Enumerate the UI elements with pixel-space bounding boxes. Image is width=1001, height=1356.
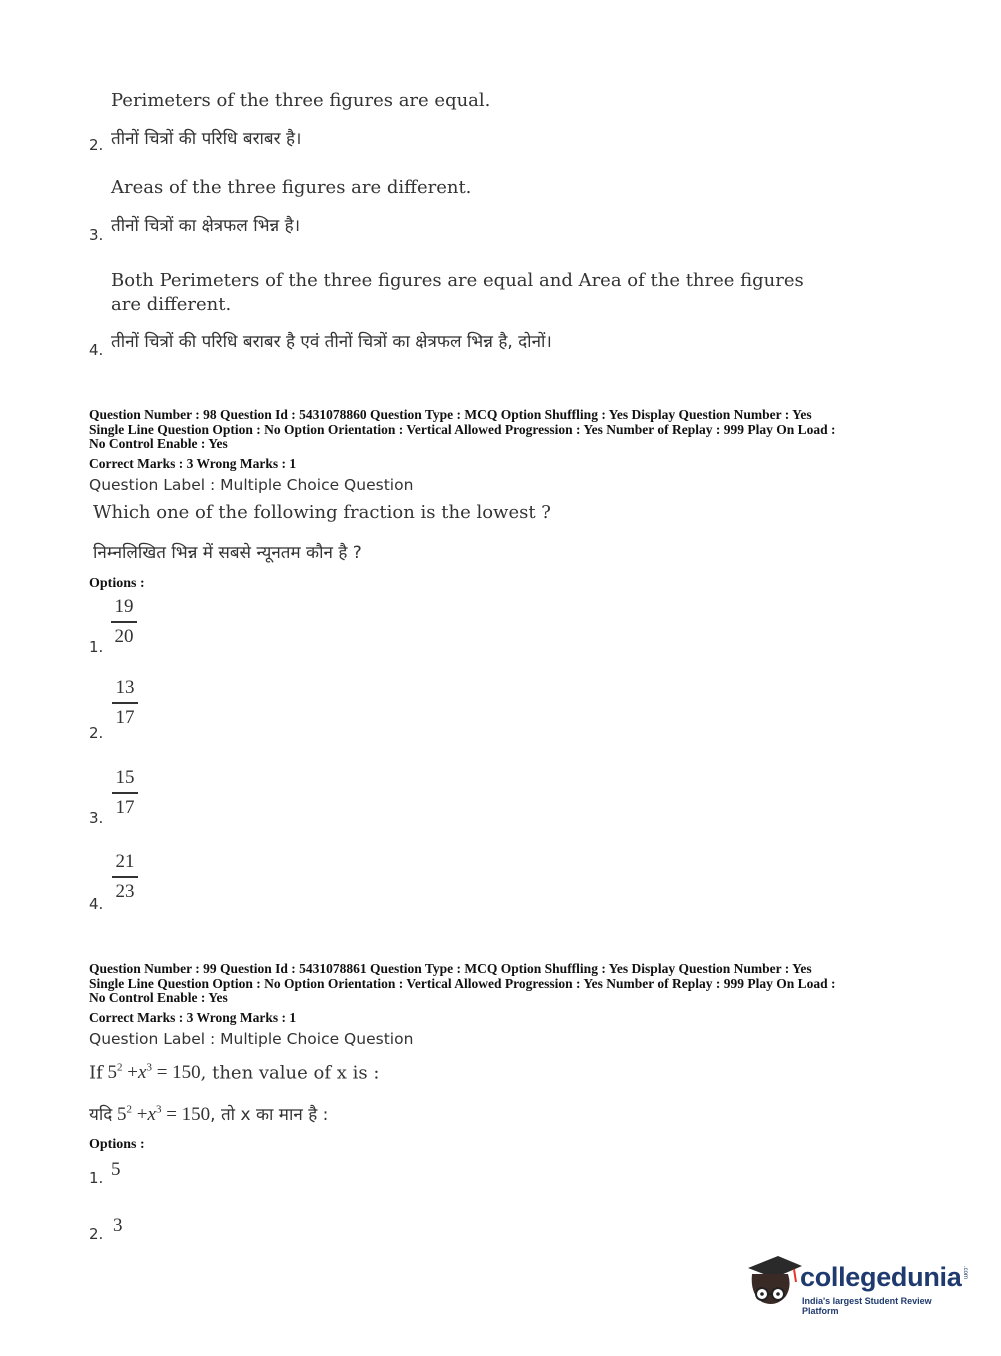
equation-exponent-1: 2	[117, 1062, 123, 1074]
q98-option-1-fraction	[111, 596, 137, 648]
q99-option-1-value: 5	[111, 1159, 121, 1180]
prev-option-4-english-line2: are different.	[111, 294, 232, 315]
equation-exponent-1: 2	[126, 1103, 133, 1116]
fraction-numerator: 13	[115, 677, 135, 698]
q98-options-heading: Options :	[89, 576, 145, 591]
prev-option-4-english-line1: Both Perimeters of the three figures are equal and Area of the three figures	[111, 270, 804, 291]
equation-plus: +	[127, 1062, 138, 1084]
q98-option-2-fraction	[112, 677, 138, 729]
prev-option-3-hindi: तीनों चित्रों का क्षेत्रफल भिन्न है।	[111, 216, 301, 236]
fraction-denominator: 20	[114, 625, 134, 647]
q98-option-2-number: 2.	[89, 724, 104, 742]
equation-rhs: = 150	[156, 1062, 201, 1084]
q99-meta	[89, 962, 919, 1006]
fraction-denominator: 23	[115, 880, 135, 902]
q99-question-label: Question Label : Multiple Choice Question	[89, 1030, 414, 1048]
q99-option-1-number: 1.	[89, 1169, 104, 1187]
q98-marks: Correct Marks : 3 Wrong Marks : 1	[89, 456, 297, 471]
prev-option-3-english: Areas of the three figures are different.	[111, 177, 472, 198]
fraction-numerator: 15	[115, 767, 135, 788]
equation-plus: +	[136, 1104, 148, 1125]
q99-option-2-value: 3	[113, 1215, 123, 1236]
q99-question-suffix: , then value of x is :	[200, 1062, 380, 1084]
q98-meta-line1: Question Number : 98 Question Id : 5431078860 Question Type : MCQ Option Shuffling : Yes Display Question Number : Yes	[89, 407, 812, 422]
q99-hindi-prefix: यदि	[89, 1105, 113, 1125]
q99-question-hindi	[89, 1102, 328, 1126]
fraction-denominator: 17	[115, 796, 135, 818]
q99-option-2-number: 2.	[89, 1225, 104, 1243]
q99-marks: Correct Marks : 3 Wrong Marks : 1	[89, 1010, 297, 1025]
equation-exponent-2: 3	[155, 1103, 162, 1116]
fraction-numerator: 19	[114, 596, 134, 617]
prev-option-4-hindi: तीनों चित्रों की परिधि बराबर है एवं तीनों चित्रों का क्षेत्रफल भिन्न है, दोनों।	[111, 332, 552, 352]
equation	[108, 1062, 201, 1083]
fraction-bar	[112, 876, 138, 878]
equation-base: 5	[107, 1062, 118, 1084]
q98-question-label: Question Label : Multiple Choice Question	[89, 476, 414, 494]
fraction-bar	[111, 621, 137, 623]
q98-question-hindi: निम्नलिखित भिन्न में सबसे न्यूनतम कौन है ?	[93, 543, 362, 563]
fraction-bar	[112, 792, 138, 794]
prev-option-2-number: 2.	[89, 136, 104, 154]
q98-meta-line3: No Control Enable : Yes	[89, 436, 228, 451]
equation-hindi	[117, 1104, 210, 1125]
q98-meta	[89, 408, 919, 452]
fraction-bar	[112, 702, 138, 704]
fraction-numerator: 21	[115, 851, 135, 872]
q98-meta-line2: Single Line Question Option : No Option Orientation : Vertical Allowed Progression : Yes Number of Replay : 999 Play On Load :	[89, 421, 836, 437]
q99-hindi-suffix: , तो x का मान है :	[210, 1105, 329, 1125]
equation-exponent-2: 3	[146, 1062, 152, 1074]
q99-question-prefix: If	[89, 1062, 103, 1084]
fraction-denominator: 17	[115, 706, 135, 728]
equation-base: 5	[117, 1104, 127, 1125]
q98-option-3-fraction	[112, 767, 138, 819]
prev-option-2-english: Perimeters of the three figures are equal.	[111, 90, 491, 111]
q98-option-4-number: 4.	[89, 895, 104, 913]
q98-option-1-number: 1.	[89, 638, 104, 656]
logo-tm: .com	[962, 1266, 968, 1280]
q98-option-3-number: 3.	[89, 809, 104, 827]
equation-variable: x	[138, 1062, 147, 1084]
logo-wordmark: collegedunia	[800, 1262, 962, 1292]
logo-tagline: India's largest Student Review Platform	[802, 1296, 932, 1316]
prev-option-4-number: 4.	[89, 341, 104, 359]
q99-meta-line3: No Control Enable : Yes	[89, 990, 228, 1005]
q99-options-heading: Options :	[89, 1137, 145, 1152]
q98-question-english: Which one of the following fraction is the lowest ?	[93, 502, 551, 523]
equation-rhs: = 150	[166, 1104, 211, 1125]
prev-option-2-hindi: तीनों चित्रों की परिधि बराबर है।	[111, 129, 302, 149]
mascot-icon	[742, 1250, 804, 1312]
prev-option-3-number: 3.	[89, 226, 104, 244]
q99-question-english	[89, 1062, 379, 1084]
q98-option-4-fraction	[112, 851, 138, 903]
collegedunia-logo	[742, 1250, 968, 1320]
q99-meta-line1: Question Number : 99 Question Id : 5431078861 Question Type : MCQ Option Shuffling : Yes Display Question Number : Yes	[89, 961, 812, 976]
q99-meta-line2: Single Line Question Option : No Option Orientation : Vertical Allowed Progression : Yes Number of Replay : 999 Play On Load :	[89, 975, 836, 991]
equation-variable: x	[147, 1104, 156, 1125]
